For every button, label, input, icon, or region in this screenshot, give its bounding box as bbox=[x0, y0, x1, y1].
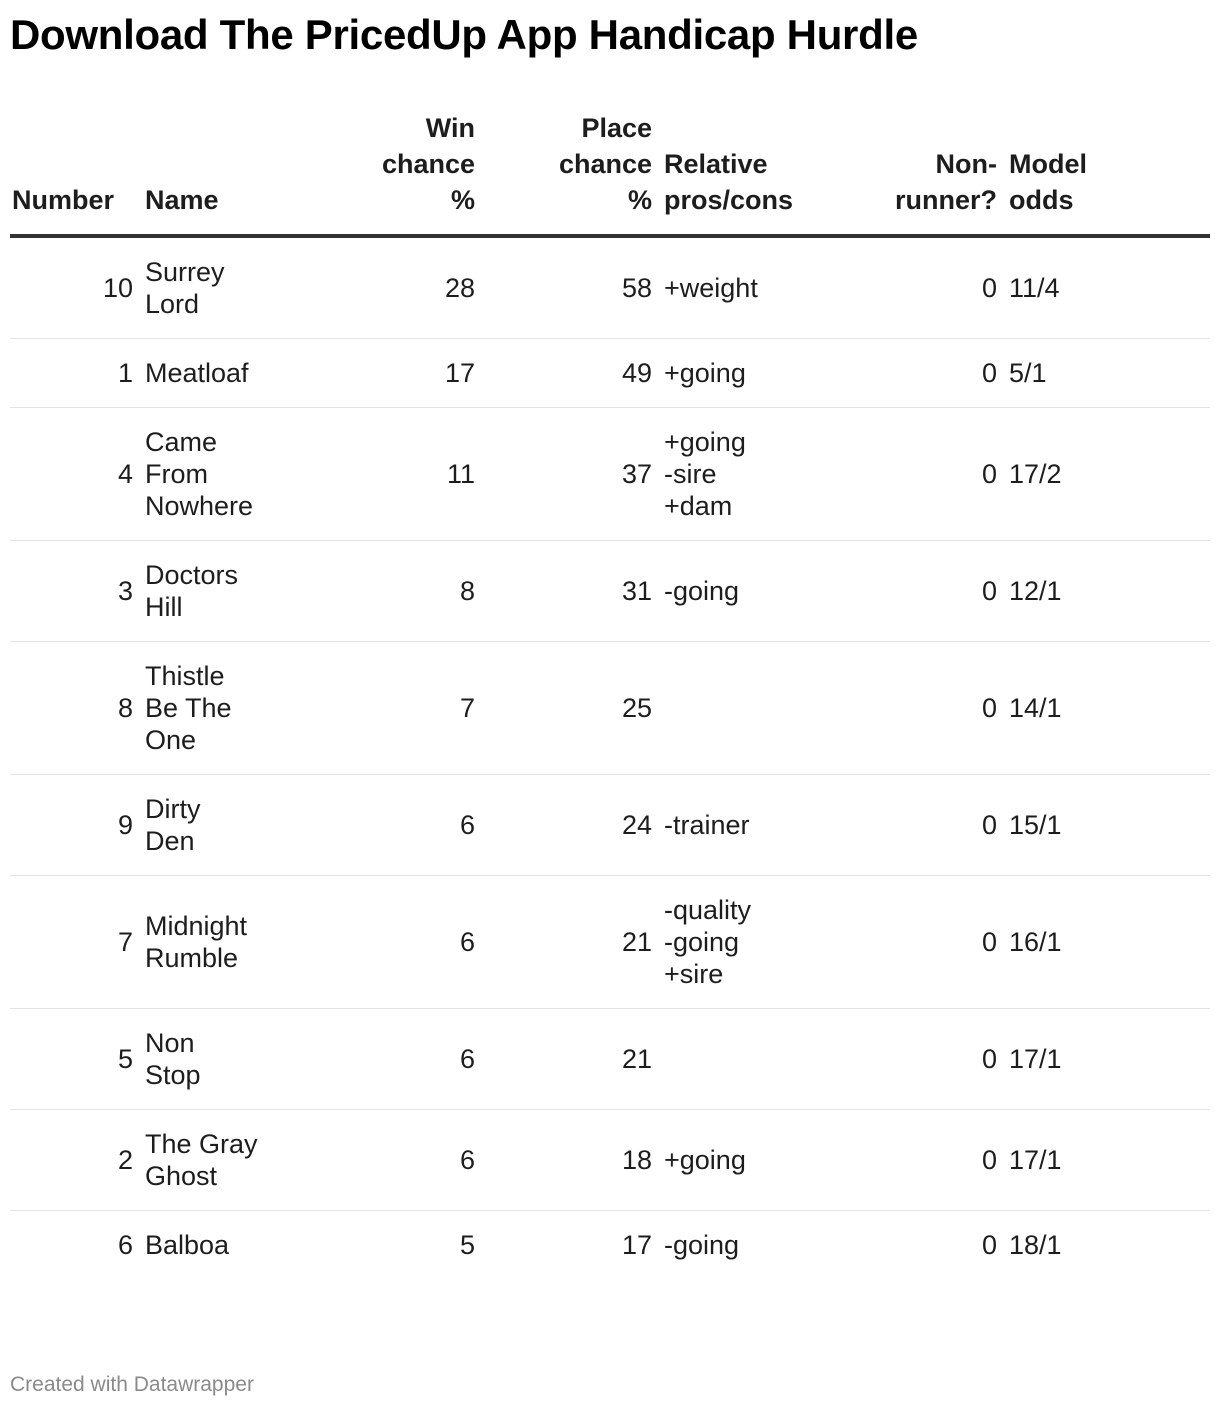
cell-model-odds: 5/1 bbox=[1007, 339, 1210, 408]
cell-model-odds: 17/2 bbox=[1007, 408, 1210, 541]
cell-non-runner: 0 bbox=[862, 408, 1007, 541]
cell-model-odds: 12/1 bbox=[1007, 541, 1210, 642]
cell-model-odds: 14/1 bbox=[1007, 642, 1210, 775]
cell-model-odds: 17/1 bbox=[1007, 1110, 1210, 1211]
cell-model-odds: 11/4 bbox=[1007, 236, 1210, 339]
runners-table bbox=[10, 110, 1210, 1279]
cell-number: 3 bbox=[10, 541, 143, 642]
cell-model-odds: 18/1 bbox=[1009, 1230, 1062, 1260]
table-body bbox=[10, 236, 1210, 1279]
column-header-place-chance[interactable]: Place chance % bbox=[485, 110, 662, 236]
table-row bbox=[10, 1110, 1210, 1211]
cell-win-chance: 28 bbox=[308, 236, 485, 339]
column-header-non-runner[interactable]: Non- runner? bbox=[862, 110, 1007, 236]
cell-place-chance: 17 bbox=[621, 1230, 652, 1260]
cell-number: 2 bbox=[10, 1110, 143, 1211]
cell-non-runner: 0 bbox=[862, 339, 1007, 408]
cell-relative-pros-cons: +going -sire +dam bbox=[662, 408, 862, 541]
table-row bbox=[10, 339, 1210, 408]
cell-relative-pros-cons: -going bbox=[662, 541, 862, 642]
cell-win-chance: 6 bbox=[308, 1009, 485, 1110]
table-row bbox=[10, 642, 1210, 775]
cell-relative-pros-cons: +going bbox=[662, 339, 862, 408]
cell-win-chance: 8 bbox=[308, 541, 485, 642]
cell-non-runner: 0 bbox=[862, 236, 1007, 339]
cell-place-chance: 21 bbox=[485, 1009, 662, 1110]
cell-relative-pros-cons: -trainer bbox=[662, 775, 862, 876]
cell-non-runner: 0 bbox=[862, 775, 1007, 876]
cell-number: 1 bbox=[10, 339, 143, 408]
cell-non-runner: 0 bbox=[981, 1230, 997, 1260]
cell-place-chance: 31 bbox=[485, 541, 662, 642]
cell-win-chance: 7 bbox=[308, 642, 485, 775]
cell-relative-pros-cons: -quality -going +sire bbox=[662, 876, 862, 1009]
cell-place-chance: 24 bbox=[485, 775, 662, 876]
chart-title: Download The PricedUp App Handicap Hurdle bbox=[10, 11, 918, 58]
cell-win-chance: 6 bbox=[308, 1110, 485, 1211]
cell-name: Came From Nowhere bbox=[143, 408, 308, 541]
datawrapper-credit: Created with Datawrapper bbox=[10, 1373, 254, 1396]
cell-relative-pros-cons bbox=[662, 1009, 862, 1110]
cell-name: The Gray Ghost bbox=[143, 1110, 308, 1211]
cell-number: 9 bbox=[10, 775, 143, 876]
cell-win-chance: 5 bbox=[459, 1230, 475, 1260]
cell-number: 8 bbox=[10, 642, 143, 775]
table-row bbox=[10, 1211, 1210, 1280]
cell-number: 5 bbox=[10, 1009, 143, 1110]
header-row bbox=[10, 110, 1210, 236]
cell-place-chance: 25 bbox=[485, 642, 662, 775]
table-row bbox=[10, 775, 1210, 876]
table-row bbox=[10, 876, 1210, 1009]
cell-name: Meatloaf bbox=[143, 339, 308, 408]
cell-non-runner: 0 bbox=[862, 642, 1007, 775]
table-row bbox=[10, 1009, 1210, 1110]
table-row bbox=[10, 541, 1210, 642]
cell-name: Midnight Rumble bbox=[143, 876, 308, 1009]
cell-relative-pros-cons bbox=[662, 642, 862, 775]
cell-non-runner: 0 bbox=[862, 1009, 1007, 1110]
cell-number: 7 bbox=[10, 876, 143, 1009]
cell-place-chance: 21 bbox=[485, 876, 662, 1009]
cell-model-odds: 17/1 bbox=[1007, 1009, 1210, 1110]
column-header-win-chance[interactable]: Win chance % bbox=[308, 110, 485, 236]
cell-win-chance: 17 bbox=[308, 339, 485, 408]
cell-non-runner: 0 bbox=[862, 541, 1007, 642]
cell-non-runner: 0 bbox=[862, 876, 1007, 1009]
cell-name: Doctors Hill bbox=[143, 541, 308, 642]
cell-name: Dirty Den bbox=[143, 775, 308, 876]
cell-place-chance: 18 bbox=[485, 1110, 662, 1211]
column-header-relative-pros-cons[interactable]: Relative pros/cons bbox=[662, 110, 862, 236]
cell-win-chance: 6 bbox=[308, 775, 485, 876]
cell-number: 10 bbox=[10, 236, 143, 339]
cell-model-odds: 16/1 bbox=[1007, 876, 1210, 1009]
cell-place-chance: 58 bbox=[485, 236, 662, 339]
cell-place-chance: 37 bbox=[485, 408, 662, 541]
column-header-number[interactable]: Number bbox=[10, 110, 143, 236]
cell-place-chance: 49 bbox=[485, 339, 662, 408]
table-row bbox=[10, 236, 1210, 339]
cell-win-chance: 6 bbox=[308, 876, 485, 1009]
cell-relative-pros-cons: +going bbox=[662, 1110, 862, 1211]
cell-name: Non Stop bbox=[143, 1009, 308, 1110]
table-header bbox=[10, 110, 1210, 236]
cell-name: Balboa bbox=[145, 1230, 230, 1260]
cell-relative-pros-cons: +weight bbox=[662, 236, 862, 339]
column-header-model-odds[interactable]: Model odds bbox=[1007, 110, 1210, 236]
cell-name: Surrey Lord bbox=[143, 236, 308, 339]
cell-number: 4 bbox=[10, 408, 143, 541]
column-header-name[interactable]: Name bbox=[143, 110, 308, 236]
cell-number: 6 bbox=[117, 1230, 133, 1260]
table-row bbox=[10, 408, 1210, 541]
cell-win-chance: 11 bbox=[308, 408, 485, 541]
cell-name: Thistle Be The One bbox=[143, 642, 308, 775]
cell-relative-pros-cons: -going bbox=[664, 1230, 740, 1260]
cell-non-runner: 0 bbox=[862, 1110, 1007, 1211]
cell-model-odds: 15/1 bbox=[1007, 775, 1210, 876]
